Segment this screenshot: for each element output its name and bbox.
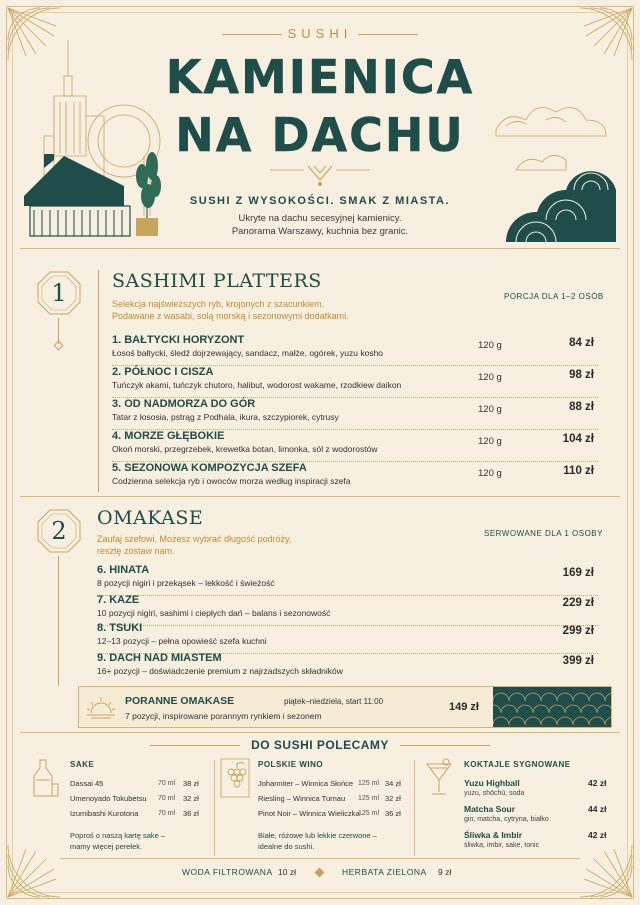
menu-item (97, 622, 598, 654)
water-label: WODA FILTROWANA (182, 867, 273, 877)
morning-omakase-name: PORANNE OMAKASE (125, 695, 235, 707)
tea-label: HERBATA ZIELONA (342, 867, 427, 877)
section-divider (20, 248, 620, 249)
item-weight: 120 g (478, 340, 502, 351)
section-description-line2: resztę zostaw nam. (97, 546, 175, 556)
item-weight: 120 g (478, 468, 502, 479)
cocktail-glass-icon (424, 758, 454, 798)
wine-price: 36 zł (385, 809, 401, 818)
item-price: 229 zł (562, 597, 594, 609)
wine-heading: POLSKIE WINO (258, 760, 324, 769)
item-name: 2. PÓŁNOC I CISZA (112, 366, 214, 378)
sunrise-icon (85, 693, 117, 721)
section-description-line1: Selekcja najświeższych ryb, krojonych z szacunkiem. (112, 299, 325, 309)
sake-volume: 70 ml (158, 780, 176, 787)
section-description-line1: Zaufaj szefowi. Możesz wybrać długość podróży, (97, 534, 292, 544)
wine-price: 34 zł (385, 779, 401, 788)
menu-item (112, 462, 598, 494)
item-name: 7. KAZE (97, 594, 140, 606)
item-name: 1. BAŁTYCKI HORYZONT (112, 334, 245, 346)
column-separator (214, 760, 215, 856)
item-description: Tatar z łososia, pstrąg z Podhala, ikura, szczypiorek, cytrusy (112, 412, 339, 422)
wine-name: Johanniter – Winnica Słońce (258, 779, 354, 788)
wine-volume: 125 ml (358, 795, 380, 802)
item-name: 8. TSUKI (97, 622, 143, 634)
wave-pattern-decoration (493, 687, 611, 727)
item-price: 88 zł (569, 401, 594, 413)
restaurant-title-line2: NA DACHU (175, 108, 465, 162)
menu-item (97, 564, 598, 596)
section-guide-line (98, 270, 99, 492)
morning-omakase-price: 149 zł (449, 701, 479, 713)
cocktail-description: gin, matcha, cytryna, białko (464, 816, 549, 823)
item-price: 110 zł (563, 465, 594, 477)
section-divider (20, 732, 620, 733)
cocktail-price: 44 zł (588, 804, 607, 814)
item-name: 5. SEZONOWA KOMPOZYCJA SZEFA (112, 462, 307, 474)
section-title: SASHIMI PLATTERS (112, 270, 322, 292)
sake-note-line2: mamy więcej perełek. (70, 842, 143, 851)
section-number: 1 (51, 279, 67, 307)
portion-note: SERWOWANE DLA 1 OSOBY (484, 529, 603, 538)
wine-volume: 125 ml (358, 810, 380, 817)
wine-note-line2: idealne do sushi. (258, 842, 315, 851)
item-description: Tuńczyk akami, tuńczyk chutoro, halibut, wodorost wakame, rzodkiew daikon (112, 380, 402, 390)
wine-name: Riesling – Winnica Turnau (258, 794, 346, 803)
item-description: 16+ pozycji – doświadczenie premium z najrzadszych składników (97, 666, 343, 676)
sake-bottle-icon (30, 758, 60, 798)
section-divider (60, 858, 580, 859)
item-price: 98 zł (569, 369, 594, 381)
sake-price: 36 zł (183, 809, 199, 818)
section-number: 2 (51, 517, 67, 545)
item-price: 299 zł (562, 625, 594, 637)
sake-name: Izumibashi Kurotona (70, 809, 139, 818)
portion-note: PORCJA DLA 1–2 OSÓB (504, 292, 604, 301)
morning-omakase-description: 7 pozycji, inspirowane porannym rynkiem i sezonem (125, 711, 322, 721)
grapes-icon (220, 758, 250, 798)
art-deco-corner-icon (6, 843, 62, 899)
item-description: Okoń morski, przegrzebek, krewetka botan, limonka, sól z wodorostów (112, 444, 378, 454)
cocktail-description: śliwka, imbir, sake, tonic (464, 842, 540, 849)
art-deco-corner-icon (578, 843, 634, 899)
recommend-title: DO SUSHI POLECAMY (251, 738, 389, 752)
item-name: 6. HINATA (97, 564, 150, 576)
subtitle-line2: Panorama Warszawy, kuchnia bez granic. (231, 226, 409, 237)
item-name: 9. DACH NAD MIASTEM (97, 652, 222, 664)
cocktail-description: yuzu, shōchū, soda (464, 790, 525, 797)
item-price: 84 zł (569, 337, 594, 349)
item-description: 12–13 pozycji – pełna opowieść szefa kuchni (97, 636, 267, 646)
water-price: 10 zł (278, 867, 296, 877)
section-title: OMAKASE (97, 507, 204, 529)
item-price: 399 zł (562, 655, 594, 667)
item-description: Codzienna selekcja ryb i owoców morza według inspiracji szefa (112, 476, 351, 486)
item-weight: 120 g (478, 372, 502, 383)
item-description: 10 pozycji nigiri, sashimi i ciepłych dań – balans i sezonowość (97, 608, 331, 618)
wine-name: Pinot Noir – Winnica Wieliczka (258, 809, 360, 818)
menu-item (112, 398, 598, 430)
menu-item (112, 334, 598, 366)
section-guide-line (58, 556, 59, 686)
cocktail-price: 42 zł (588, 830, 607, 840)
restaurant-title-line1: KAMIENICA (165, 50, 475, 104)
section-description-line2: Podawane z wasabi, solą morską i sezonowymi dodatkami. (112, 311, 349, 321)
sake-volume: 70 ml (158, 810, 176, 817)
sake-name: Umenoyado Tokubetsu (70, 794, 147, 803)
wine-price: 32 zł (385, 794, 401, 803)
sake-heading: SAKE (70, 760, 95, 769)
sake-note-line1: Poproś o naszą kartę sake – (70, 831, 166, 840)
item-name: 4. MORZE GŁĘBOKIE (112, 430, 225, 442)
menu-item (97, 652, 598, 684)
item-description: Łosoś bałtycki, śledź dojrzewający, sandacz, małże, ogórek, yuzu kosho (112, 348, 384, 358)
section-divider (20, 496, 620, 497)
item-weight: 120 g (478, 436, 502, 447)
cocktails-heading: KOKTAJLE SYGNOWANE (464, 760, 571, 769)
cocktail-name: Yuzu Highball (464, 778, 520, 788)
menu-item (112, 366, 598, 398)
menu-item (112, 430, 598, 462)
wine-volume: 125 ml (358, 780, 380, 787)
item-price: 104 zł (562, 433, 594, 445)
item-description: 8 pozycji nigiri i przekąsek – lekkość i świeżość (97, 578, 275, 588)
tagline: SUSHI Z WYSOKOŚCI. SMAK Z MIASTA. (189, 195, 451, 207)
morning-omakase-schedule: piątek–niedziela, start 11:00 (284, 697, 384, 706)
wine-note-line1: Białe, różowe lub lekkie czerwone – (258, 831, 377, 840)
cocktail-price: 42 zł (588, 778, 607, 788)
column-separator (414, 760, 415, 856)
sake-volume: 70 ml (158, 795, 176, 802)
header-ornament-icon (270, 162, 370, 188)
tea-price: 9 zł (438, 867, 452, 877)
item-weight: 120 g (478, 404, 502, 415)
cocktail-name: Matcha Sour (464, 804, 516, 814)
morning-omakase-box (78, 686, 612, 728)
sake-name: Dassai 45 (70, 779, 104, 788)
item-price: 169 zł (562, 567, 594, 579)
sake-price: 38 zł (183, 779, 199, 788)
header-kicker: SUSHI (287, 26, 353, 41)
subtitle-line1: Ukryte na dachu secesyjnej kamienicy. (238, 213, 402, 224)
sake-price: 32 zł (183, 794, 199, 803)
item-name: 3. OD NADMORZA DO GÓR (112, 398, 256, 410)
cocktail-name: Śliwka & Imbir (464, 830, 523, 840)
